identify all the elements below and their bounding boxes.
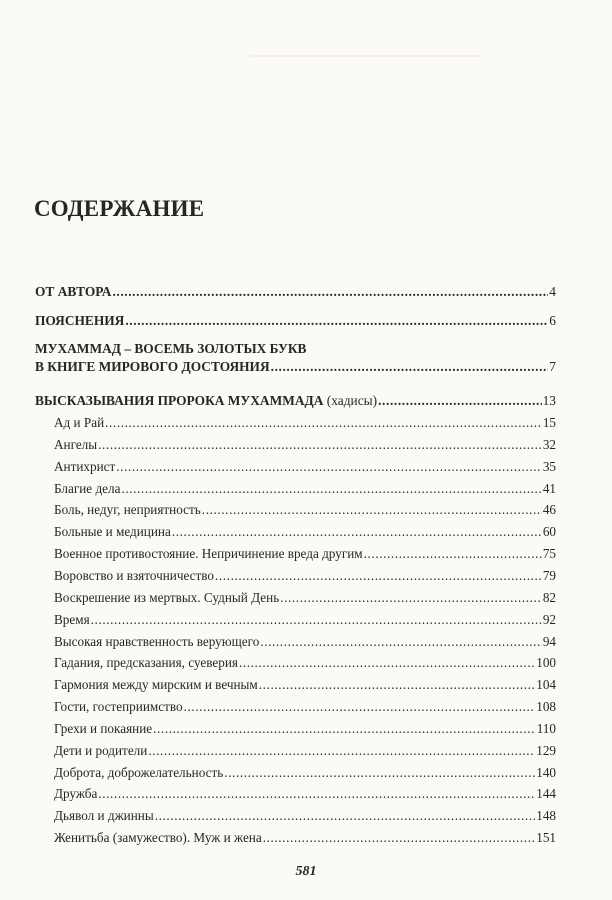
toc-subentry[interactable] — [54, 568, 556, 584]
toc-subentry[interactable] — [54, 590, 556, 606]
toc-entry-label: Дьявол и джинны — [54, 808, 154, 824]
leader-dots — [364, 546, 542, 562]
toc-subentry[interactable] — [54, 677, 556, 693]
toc-entry-page: 151 — [536, 830, 556, 846]
leader-dots — [125, 313, 548, 329]
leader-dots — [121, 481, 541, 497]
toc-subentry[interactable] — [54, 502, 556, 518]
toc-entry-explanations[interactable] — [35, 313, 556, 329]
toc-entry-label: Воровство и взяточничество — [54, 567, 214, 583]
toc-subentry[interactable] — [54, 786, 556, 802]
toc-entry-page: 6 — [549, 313, 556, 328]
leader-dots — [184, 699, 536, 715]
leader-dots — [116, 459, 542, 475]
toc-entry-label: Гости, гостеприимство — [54, 699, 183, 715]
toc-entry-label: Грехи и покаяние — [54, 720, 153, 736]
toc-entry-label: Высокая нравственность верующего — [54, 633, 260, 649]
leader-dots — [148, 743, 535, 759]
toc-subentry[interactable] — [54, 765, 556, 781]
toc-entry-page: 46 — [542, 502, 556, 518]
toc-entry-page: 60 — [542, 524, 556, 540]
toc-entry-suffix: (хадисы) — [326, 393, 378, 408]
toc-subentry[interactable] — [54, 481, 556, 497]
leader-dots — [98, 437, 542, 453]
toc-entry-label: Антихрист — [54, 458, 116, 474]
toc-entry-page: 79 — [542, 567, 556, 583]
toc-entry-page: 140 — [536, 764, 556, 780]
toc-subentry[interactable] — [54, 437, 556, 453]
toc-entry-page: 144 — [536, 786, 556, 802]
toc-subentry[interactable] — [54, 830, 556, 846]
toc-entry-page: 104 — [536, 677, 556, 693]
toc-entry-label: Время — [54, 611, 90, 627]
toc-entry-label: ВЫСКАЗЫВАНИЯ ПРОРОКА МУХАММАДА (хадисы) — [35, 393, 378, 408]
toc-entry-muhammad[interactable] — [35, 359, 556, 375]
toc-entry-label: Больные и медицина — [54, 524, 171, 540]
toc-entry-label: Военное противостояние. Непричинение вреда другим — [54, 546, 363, 562]
toc-entry-page: 108 — [536, 699, 556, 715]
toc-entry-page: 94 — [542, 633, 556, 649]
leader-dots — [280, 590, 542, 606]
leader-dots — [239, 655, 535, 671]
toc-entry-muhammad-line1: МУХАММАД – ВОСЕМЬ ЗОЛОТЫХ БУКВ — [35, 341, 307, 356]
page-number: 581 — [295, 864, 317, 879]
leader-dots — [202, 502, 542, 518]
leader-dots — [224, 765, 535, 781]
toc-entry-label: Боль, недуг, неприятность — [54, 502, 201, 518]
toc-entry-page: 129 — [536, 742, 556, 758]
toc-entry-label: Воскрешение из мертвых. Судный День — [54, 589, 280, 605]
toc-entry-page: 82 — [542, 589, 556, 605]
leader-dots — [98, 786, 535, 802]
toc-entry-label: Доброта, доброжелательность — [54, 764, 224, 780]
leader-dots — [271, 359, 549, 375]
toc-entry-label: Дети и родители — [54, 742, 148, 758]
leader-dots — [378, 393, 542, 409]
toc-subentry[interactable] — [54, 743, 556, 759]
leader-dots — [215, 568, 542, 584]
toc-entry-label: В КНИГЕ МИРОВОГО ДОСТОЯНИЯ — [35, 359, 270, 374]
leader-dots — [263, 830, 536, 846]
toc-subentry[interactable] — [54, 546, 556, 562]
toc-entry-page: 7 — [549, 359, 556, 374]
toc-entry-page: 4 — [549, 284, 556, 299]
toc-entry-page: 35 — [542, 458, 556, 474]
toc-subentry[interactable] — [54, 524, 556, 540]
toc-entry-label: ОТ АВТОРА — [35, 284, 112, 299]
toc-entry-page: 110 — [536, 720, 556, 736]
leader-dots — [105, 415, 542, 431]
toc-entry-page: 15 — [542, 415, 556, 430]
toc-entry-label: Ад и Рай — [54, 415, 105, 430]
leader-dots — [259, 677, 535, 693]
toc-entry-label: Женитьба (замужество). Муж и жена — [54, 830, 262, 846]
toc-entry-label: Ангелы — [54, 436, 98, 452]
toc-subentry[interactable] — [54, 634, 556, 650]
toc-entry-from-author[interactable] — [35, 284, 556, 300]
toc-entry-page: 92 — [542, 611, 556, 627]
toc-entry-page: 13 — [542, 393, 556, 408]
toc-entry-hadiths[interactable] — [35, 393, 556, 409]
toc-subentry[interactable] — [54, 415, 556, 431]
toc-entry-page: 32 — [542, 436, 556, 452]
toc-entry-page: 41 — [542, 480, 556, 496]
toc-entry-label: Дружба — [54, 786, 98, 802]
toc-entry-page: 75 — [542, 546, 556, 562]
toc-subentry[interactable] — [54, 612, 556, 628]
leader-dots — [260, 634, 541, 650]
leader-dots — [153, 721, 536, 737]
toc-subentry[interactable] — [54, 655, 556, 671]
toc-subentry[interactable] — [54, 721, 556, 737]
toc-subentry[interactable] — [54, 808, 556, 824]
bleed-through-shadow — [250, 55, 480, 57]
leader-dots — [155, 808, 536, 824]
toc-entry-label: ПОЯСНЕНИЯ — [35, 313, 125, 328]
leader-dots — [112, 284, 548, 300]
leader-dots — [172, 524, 542, 540]
toc-entry-label: Благие дела — [54, 480, 121, 496]
toc-subentry[interactable] — [54, 459, 556, 475]
toc-subentry[interactable] — [54, 699, 556, 715]
page-title: СОДЕРЖАНИЕ — [34, 196, 205, 221]
toc-entry-label: Гармония между мирским и вечным — [54, 677, 258, 693]
toc-entry-page: 100 — [536, 655, 556, 671]
toc-entry-page: 148 — [536, 808, 556, 824]
leader-dots — [91, 612, 542, 628]
toc-entry-label: Гадания, предсказания, суеверия — [54, 655, 238, 671]
